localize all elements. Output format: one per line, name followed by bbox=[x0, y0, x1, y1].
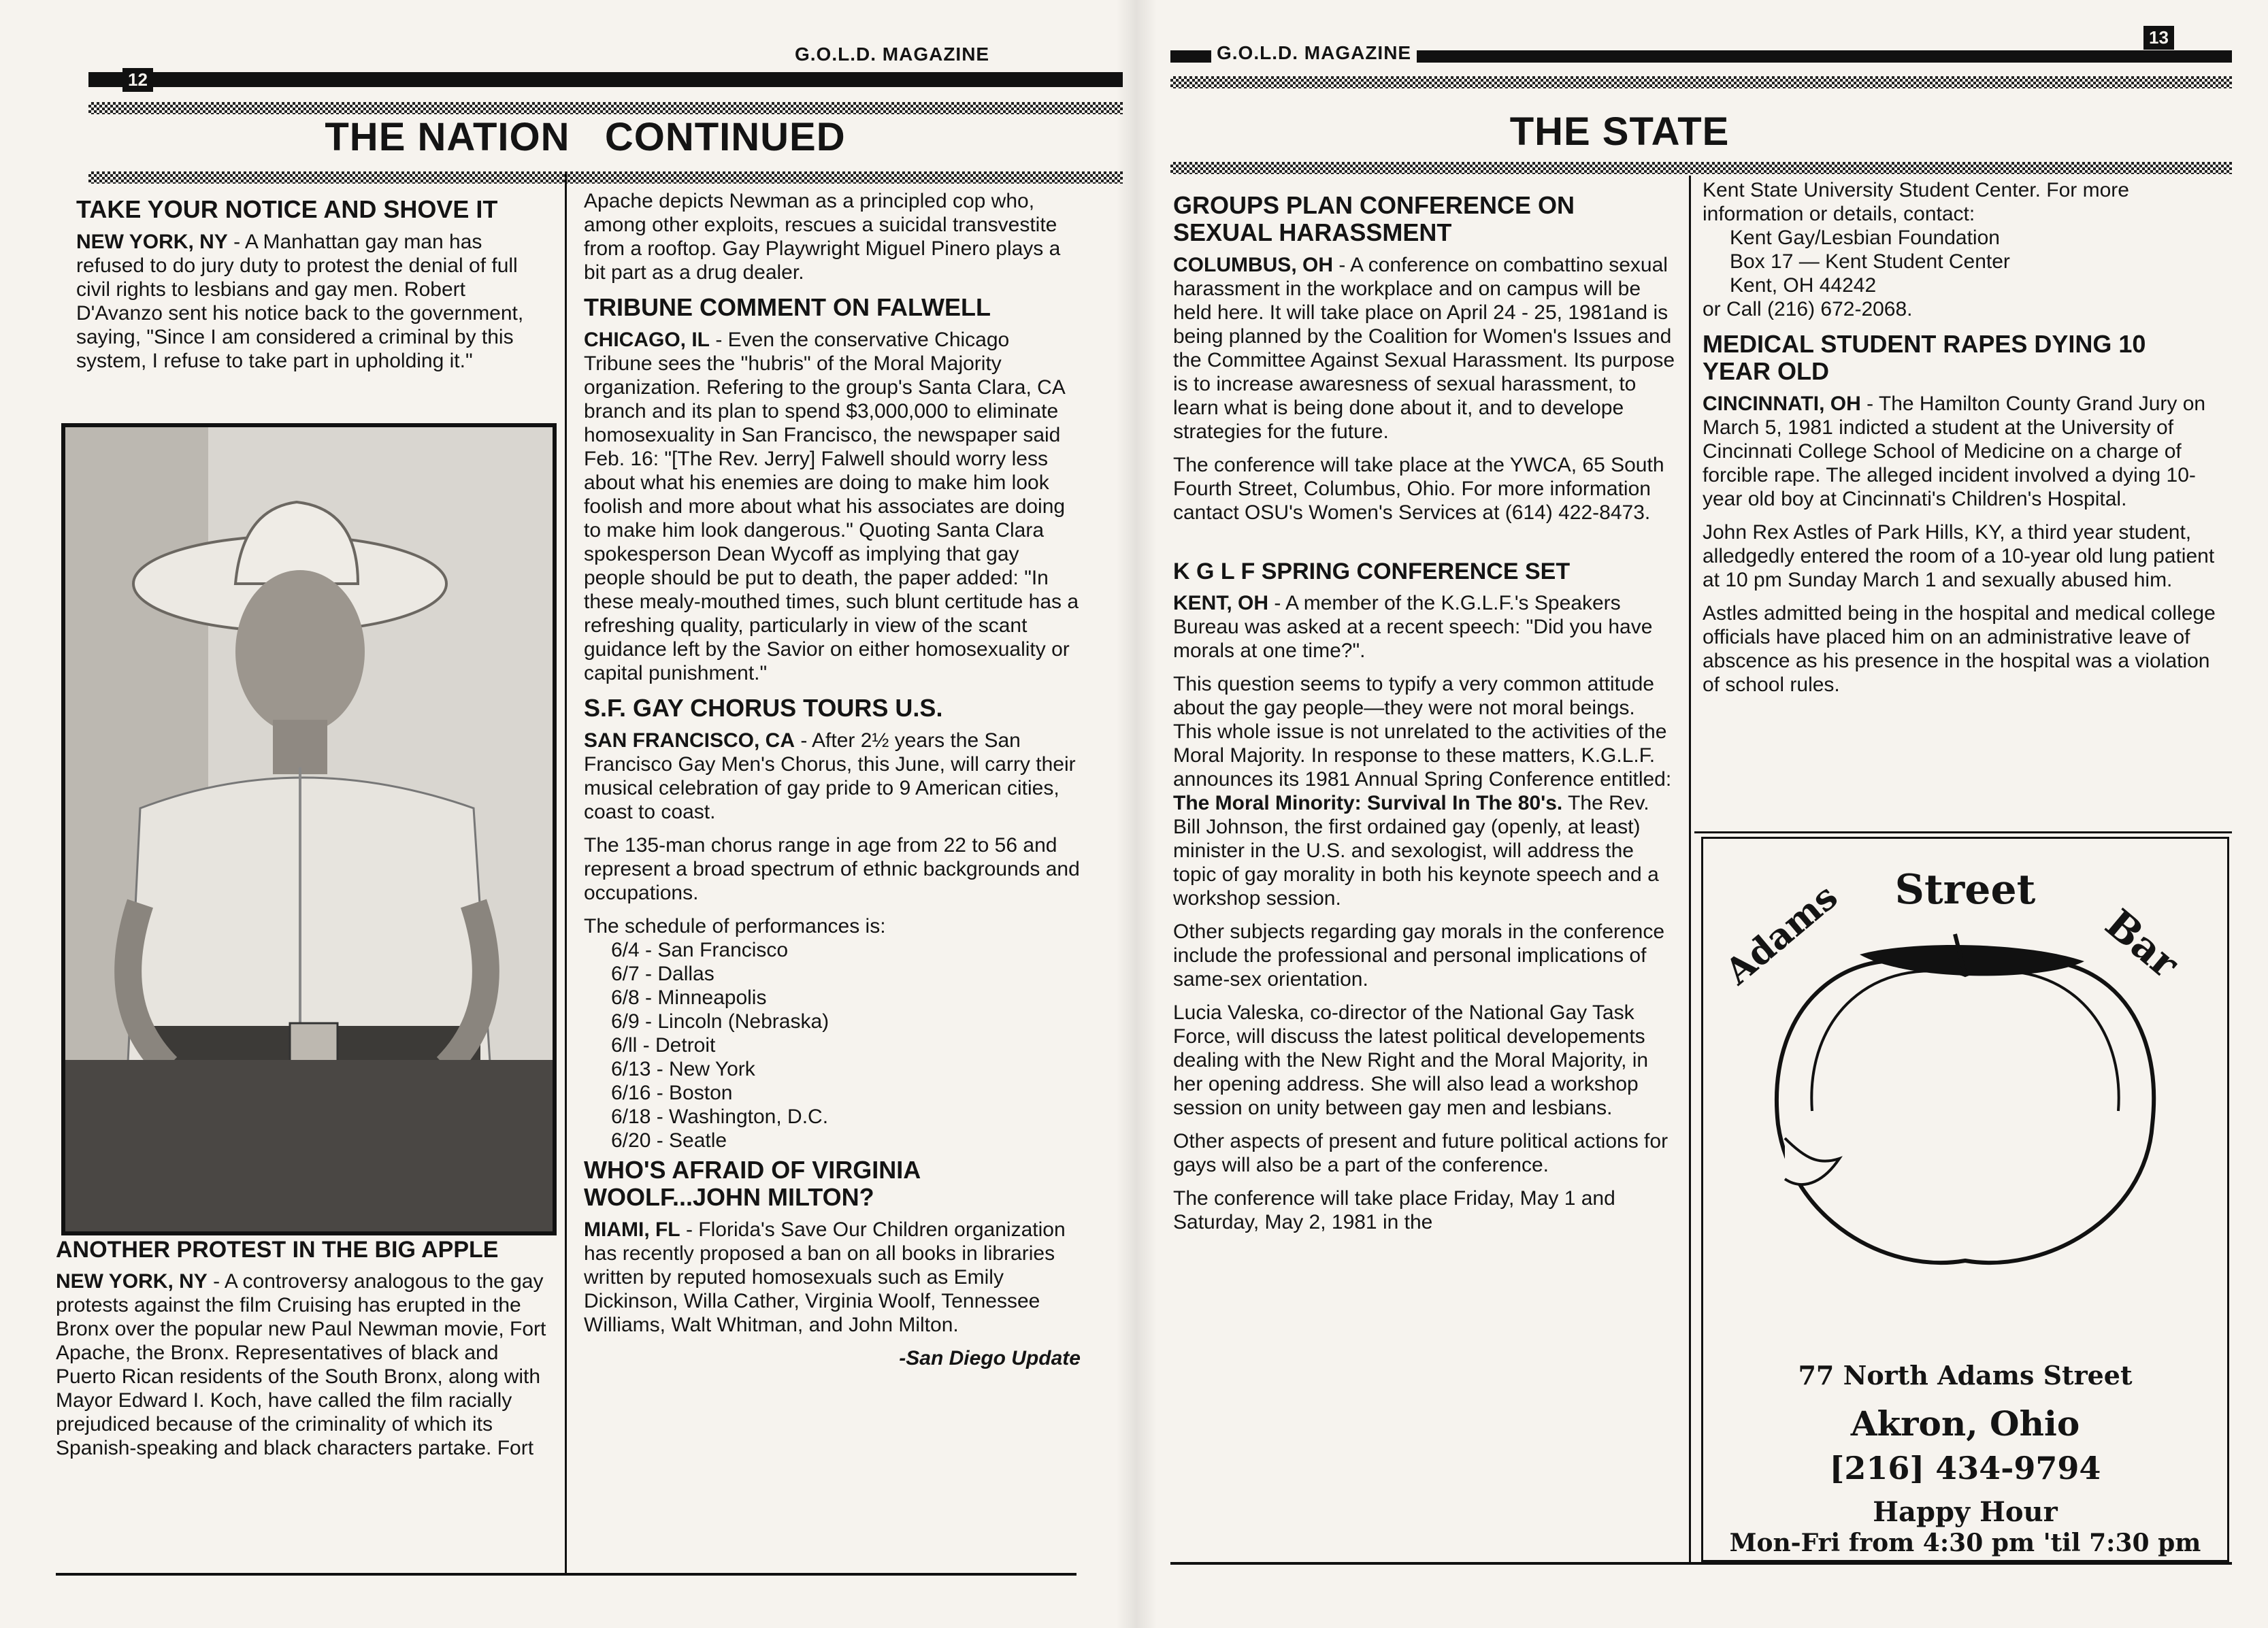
article-body: KENT, OH - A member of the K.G.L.F.'s Speakers Bureau was asked at a recent speech: "Did you have morals at one time?". bbox=[1173, 592, 1653, 662]
contact-line: Box 17 — Kent Student Center bbox=[1730, 250, 2010, 273]
article-body: The conference will take place Friday, May 1 and Saturday, May 2, 1981 in the bbox=[1173, 1187, 1615, 1233]
ad-word-bar: Bar bbox=[2097, 900, 2188, 987]
ad-phone: [216] 434-9794 bbox=[1829, 1450, 2101, 1486]
contact-line: Kent, OH 44242 bbox=[1730, 274, 1877, 297]
left-page bbox=[41, 0, 1102, 1628]
checker-band bbox=[1170, 162, 2232, 174]
schedule-item: 6/7 - Dallas bbox=[611, 963, 714, 985]
column-divider bbox=[1689, 176, 1691, 1563]
ad-happy-hour: Happy Hour bbox=[1873, 1496, 2058, 1528]
checker-band bbox=[88, 171, 1123, 184]
article-body: CHICAGO, IL - Even the conservative Chicago Tribune sees the "hubris" of the Moral Majority organization. Refering to the group's Santa Clara, CA branch and its plan to spend $3,000,000 to eliminate homosexuality in San Francisco, the newspaper said Feb. 16: "[The Rev. Jerry] Falwell should worry less about what his enemies are doing to make him look foolish and more about what his associates are doing to make him look dangerous." Quoting Santa Clara spokesperson Dean Wycoff as implying that gay people should be put to death, the paper added: "In these mealy-mouthed times, such blunt certitude has a refreshing quality, particularly in view of the scant guidance left by the Savior on either homosexuality or capital punishment." bbox=[584, 329, 1079, 684]
article-body: Other aspects of present and future political actions for gays will also be a part of the conference. bbox=[1173, 1130, 1669, 1176]
ad-separator-rule bbox=[1694, 831, 2232, 833]
schedule-item: 6/16 - Boston bbox=[611, 1082, 733, 1104]
ad-city: Akron, Ohio bbox=[1850, 1403, 2080, 1444]
headline: S.F. GAY CHORUS TOURS U.S. bbox=[584, 694, 943, 722]
headline: TAKE YOUR NOTICE AND SHOVE IT bbox=[76, 195, 498, 223]
column-2 bbox=[1703, 178, 2220, 706]
section-title: THE NATION CONTINUED bbox=[325, 115, 846, 159]
dateline: CINCINNATI, OH bbox=[1703, 393, 1861, 415]
schedule-item: 6/4 - San Francisco bbox=[611, 939, 789, 961]
schedule-item: 6/9 - Lincoln (Nebraska) bbox=[611, 1010, 829, 1033]
contact-phone: or Call (216) 672-2068. bbox=[1703, 298, 1913, 320]
dateline: COLUMBUS, OH bbox=[1173, 254, 1333, 276]
ad-hours: Mon-Fri from 4:30 pm 'til 7:30 pm bbox=[1729, 1529, 2201, 1557]
schedule-item: 6/ll - Detroit bbox=[611, 1034, 716, 1057]
article-body: Lucia Valeska, co-director of the National Gay Task Force, will discuss the latest political developements dealing with the New Right and the Moral Majority, in her opening address. She will also lead a workshop session on unity between gay men and lesbians. bbox=[1173, 1001, 1649, 1119]
magazine-name: G.O.L.D. MAGAZINE bbox=[1211, 42, 1417, 64]
dateline: NEW YORK, NY bbox=[56, 1270, 208, 1293]
dateline: KENT, OH bbox=[1173, 592, 1269, 614]
headline: WHO'S AFRAID OF VIRGINIA WOOLF...JOHN MILTON? bbox=[584, 1156, 920, 1211]
schedule-item: 6/13 - New York bbox=[611, 1058, 755, 1080]
dateline: MIAMI, FL bbox=[584, 1218, 680, 1241]
article-body: NEW YORK, NY - A controversy analogous to the gay protests against the film Cruising has erupted in the Bronx over the popular new Paul Newman movie, Fort Apache, the Bronx. Representatives of black and Puerto Rican residents of the South Bronx, along with Mayor Edward I. Koch, have called the film racially prejudiced because of the criminality of which its Spanish-speaking and black characters partake. Fort bbox=[56, 1270, 546, 1459]
article-body: The schedule of performances is: bbox=[584, 915, 886, 937]
checker-band bbox=[88, 102, 1123, 114]
magazine-name: G.O.L.D. MAGAZINE bbox=[789, 44, 995, 65]
article-body: Other subjects regarding gay morals in the conference include the professional and personal implications of same-sex orientation. bbox=[1173, 920, 1665, 991]
article-body: MIAMI, FL - Florida's Save Our Children organization has recently proposed a ban on all books in libraries written by reputed homosexuals such as Emily Dickinson, Willa Cather, Virginia Woolf, Tennessee Williams, Walt Whitman, and John Milton. bbox=[584, 1218, 1066, 1336]
cowboy-photo bbox=[61, 423, 557, 1235]
headline: K G L F SPRING CONFERENCE SET bbox=[1173, 559, 1571, 584]
section-title: THE STATE bbox=[1509, 110, 1730, 154]
article-body: NEW YORK, NY - A Manhattan gay man has refused to do jury duty to protest the denial of full civil rights to lesbians and gay men. Robert D'Avanzo sent his notice back to the government, saying, "Since I am considered a criminal by this system, I refuse to take part in upholding it." bbox=[76, 231, 524, 372]
article-body: Astles admitted being in the hospital and medical college officials have placed him on an administrative leave of abscence as his presence in the hospital was a violation of school rules. bbox=[1703, 602, 2216, 696]
article-body: SAN FRANCISCO, CA - After 2½ years the San Francisco Gay Men's Chorus, this June, will carry their musical celebration of gay pride to 9 American cities, coast to coast. bbox=[584, 729, 1076, 823]
adams-street-bar-ad bbox=[1701, 837, 2229, 1562]
schedule-item: 6/18 - Washington, D.C. bbox=[611, 1106, 829, 1128]
ad-address: 77 North Adams Street bbox=[1798, 1360, 2133, 1391]
ad-word-street: Street bbox=[1894, 866, 2036, 914]
cowboy-photo-image bbox=[65, 427, 553, 1231]
footer-rule bbox=[56, 1573, 1077, 1576]
article-body: CINCINNATI, OH - The Hamilton County Grand Jury on March 5, 1981 indicted a student at the University of Cincinnati College School of Medicine on a charge of forcible rape. The alleged incident involved a dying 10-year old boy at Cincinnati's Children's Hospital. bbox=[1703, 393, 2206, 510]
performance-schedule bbox=[611, 938, 1081, 1152]
article-body: This question seems to typify a very common attitude about the gay people—they were not moral beings. This whole issue is not unrelated to the activities of the Moral Majority. In response to these matters, K.G.L.F. announces its 1981 Annual Spring Conference entitled: The Moral Minority: Survival In The 80's. The Rev. Bill Johnson, the first ordained gay (openly, at least) minister in the U.S. and sexologist, will address the topic of gay morality in both his keynote speech and a workshop session. bbox=[1173, 673, 1672, 910]
page-number: 12 bbox=[122, 68, 153, 92]
contact-line: Kent Gay/Lesbian Foundation bbox=[1730, 227, 2000, 249]
column-1-lower bbox=[56, 1237, 559, 1469]
schedule-item: 6/8 - Minneapolis bbox=[611, 986, 767, 1009]
headline: GROUPS PLAN CONFERENCE ON SEXUAL HARASSMENT bbox=[1173, 191, 1575, 246]
right-page bbox=[1150, 0, 2239, 1628]
header-bar bbox=[88, 72, 1123, 87]
article-continuation: Kent State University Student Center. For more information or details, contact: bbox=[1703, 179, 2129, 225]
contact-address bbox=[1730, 226, 2220, 297]
footer-rule bbox=[1170, 1562, 2232, 1565]
article-body: John Rex Astles of Park Hills, KY, a third year student, alledgedly entered the room of a 10-year old lung patient at 10 pm Sunday March 1 and sexually abused him. bbox=[1703, 521, 2215, 591]
page-number: 13 bbox=[2143, 26, 2174, 50]
column-2 bbox=[584, 189, 1081, 1370]
article-continuation: Apache depicts Newman as a principled cop who, among other exploits, rescues a suicidal transvestite from a rooftop. Gay Playwright Miguel Pinero plays a bit part as a drug dealer. bbox=[584, 190, 1061, 284]
dateline: NEW YORK, NY bbox=[76, 231, 228, 253]
schedule-item: 6/20 - Seatle bbox=[611, 1129, 727, 1152]
headline: TRIBUNE COMMENT ON FALWELL bbox=[584, 293, 991, 321]
headline: MEDICAL STUDENT RAPES DYING 10 YEAR OLD bbox=[1703, 330, 2146, 385]
article-body: The 135-man chorus range in age from 22 to 56 and represent a broad spectrum of ethnic backgrounds and occupations. bbox=[584, 834, 1080, 904]
article-body: The conference will take place at the YWCA, 65 South Fourth Street, Columbus, Ohio. For more information cantact OSU's Women's Services at (614) 422-8473. bbox=[1173, 454, 1664, 524]
article-body: COLUMBUS, OH - A conference on combattino sexual harassment in the workplace and on campus will be held here. It will take place on April 24 - 25, 1981and is being planned by the Coalition for Women's Issues and the Committee Against Sexual Harassment. Its purpose is to increase awaresness of sexual harassment, to learn what is being done about it, and to develope strategies for the future. bbox=[1173, 254, 1675, 443]
ad-word-adams: Adams bbox=[1717, 876, 1846, 993]
dateline: CHICAGO, IL bbox=[584, 329, 710, 351]
checker-band bbox=[1170, 76, 2232, 88]
headline: ANOTHER PROTEST IN THE BIG APPLE bbox=[56, 1237, 499, 1263]
source-credit: -San Diego Update bbox=[899, 1347, 1081, 1369]
conference-title: The Moral Minority: Survival In The 80's. bbox=[1173, 792, 1563, 814]
column-1 bbox=[76, 196, 553, 382]
column-divider bbox=[565, 171, 567, 1573]
dateline: SAN FRANCISCO, CA bbox=[584, 729, 795, 752]
